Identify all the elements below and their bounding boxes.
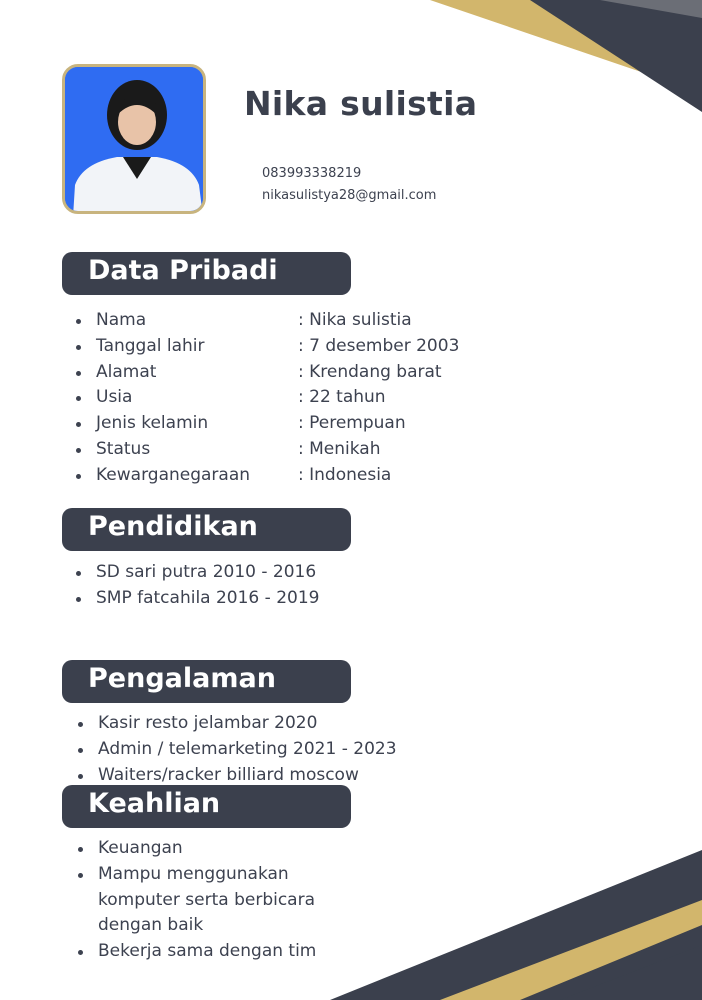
section-title: Pengalaman: [88, 663, 276, 694]
list-item: Waiters/racker billiard moscow: [78, 763, 397, 789]
field-label: Tanggal lahir: [96, 335, 205, 356]
phone-number: 083993338219: [262, 166, 362, 181]
list-item: [76, 385, 386, 411]
field-label: Nama: [96, 310, 147, 330]
field-value: : 7 desember 2003: [298, 335, 460, 356]
list-item: SD sari putra 2010 - 2016: [76, 560, 319, 586]
section-header-data-pribadi: [62, 252, 351, 295]
section-header-pendidikan: [62, 508, 351, 551]
list-item: [76, 334, 460, 360]
list-item: [76, 360, 442, 386]
list-item: Admin / telemarketing 2021 - 2023: [78, 737, 397, 763]
person-avatar-icon: [65, 67, 206, 214]
field-label: Status: [96, 438, 151, 459]
field-value: : Indonesia: [298, 464, 392, 485]
section-header-pengalaman: [62, 660, 351, 703]
list-item: SMP fatcahila 2016 - 2019: [76, 586, 319, 612]
field-label: Kewarganegaraan: [96, 464, 251, 485]
list-item: [76, 463, 392, 489]
list-item: [78, 939, 338, 965]
field-value: : Krendang barat: [298, 361, 442, 382]
experience-list: [78, 711, 397, 788]
personal-data-list: [76, 308, 460, 489]
skill-text: Mampu menggunakan komputer serta berbicara dengan baik: [98, 863, 315, 936]
skill-text: Bekerja sama dengan tim: [98, 941, 317, 962]
field-label: Alamat: [96, 361, 157, 382]
list-item: [76, 437, 381, 463]
email-address: nikasulistya28@gmail.com: [262, 188, 437, 203]
list-item: [78, 836, 338, 862]
field-value: : Perempuan: [298, 413, 406, 434]
field-value: : Nika sulistia: [298, 310, 412, 330]
skill-text: Keuangan: [98, 838, 183, 858]
profile-photo: [62, 64, 206, 214]
section-title: Data Pribadi: [88, 255, 278, 286]
field-value: : 22 tahun: [298, 387, 386, 408]
education-list: [76, 560, 319, 612]
section-header-keahlian: [62, 785, 351, 828]
section-title: Keahlian: [88, 788, 221, 819]
person-name: Nika sulistia: [244, 84, 478, 123]
field-label: Usia: [96, 387, 133, 408]
list-item: [76, 411, 406, 437]
list-item: [76, 308, 412, 334]
skills-list: [78, 836, 338, 965]
list-item: [78, 862, 338, 939]
section-title: Pendidikan: [88, 511, 258, 542]
field-value: : Menikah: [298, 438, 381, 459]
field-label: Jenis kelamin: [96, 413, 209, 434]
list-item: Kasir resto jelambar 2020: [78, 711, 397, 737]
